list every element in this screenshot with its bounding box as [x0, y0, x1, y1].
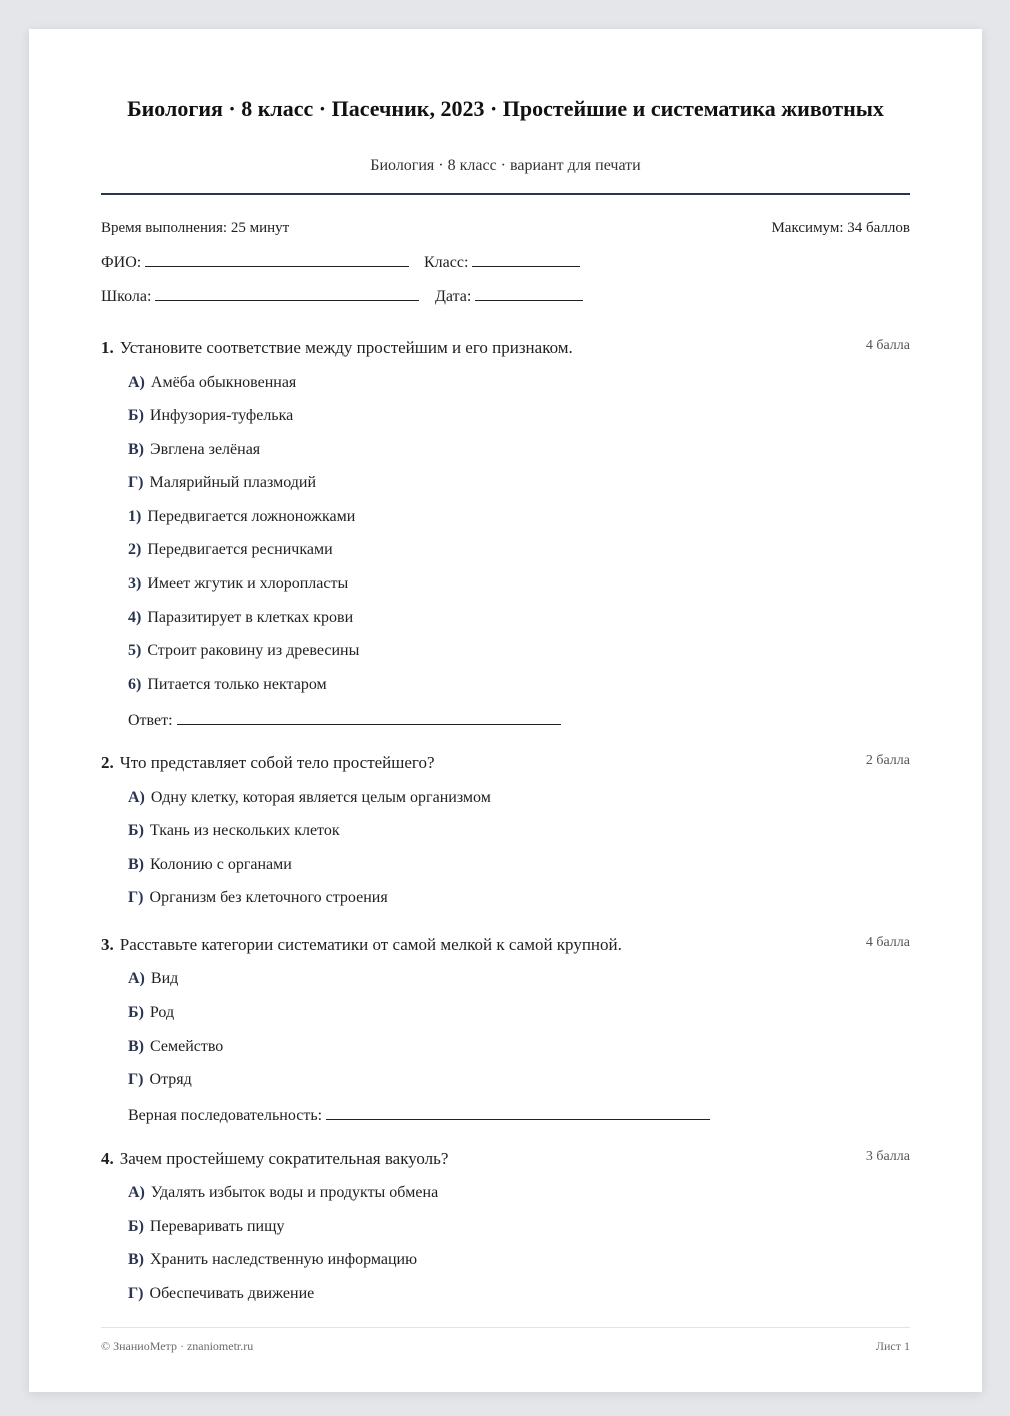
option-text: Вид: [150, 970, 179, 987]
option: [128, 970, 178, 988]
option-text: Эвглена зелёная: [150, 441, 261, 458]
option-text: Род: [149, 1004, 175, 1021]
class-label: Класс:: [424, 254, 469, 271]
question-number: 1.: [101, 338, 114, 357]
page-footer: [101, 1339, 910, 1354]
school-field[interactable]: [101, 286, 419, 306]
option: [128, 508, 355, 526]
date-field[interactable]: [435, 286, 583, 306]
option: [128, 575, 348, 593]
date-line[interactable]: [475, 286, 583, 301]
option-marker: В): [128, 1038, 144, 1055]
option-text: Организм без клеточного строения: [149, 889, 388, 906]
question-number: 4.: [101, 1149, 114, 1168]
question-text: Что представляет собой тело простейшего?: [119, 753, 435, 772]
option-text: Ткань из нескольких клеток: [149, 822, 340, 839]
answer-label: Верная последовательность:: [128, 1107, 323, 1124]
option-marker: 2): [128, 541, 142, 558]
question-points: 2 балла: [865, 753, 910, 768]
option-text: Передвигается ресничками: [147, 541, 333, 558]
answer-field[interactable]: [128, 710, 561, 730]
option-text: Строит раковину из древесины: [147, 642, 360, 659]
question-text: Зачем простейшему сократительная вакуоль?: [119, 1149, 449, 1168]
option: [128, 1038, 223, 1056]
option: [128, 1251, 417, 1269]
question-text: Установите соответствие между простейшим и его признаком.: [119, 338, 573, 357]
question-3: [101, 935, 910, 1124]
option-marker: 6): [128, 676, 142, 693]
footer-copyright: © ЗнаниоМетр · znaniometr.ru: [101, 1339, 254, 1353]
question-text: Расставьте категории систематики от самой мелкой к самой крупной.: [119, 935, 622, 954]
option-text: Амёба обыкновенная: [150, 374, 297, 391]
option-marker: Г): [128, 1071, 144, 1088]
page-number: Лист 1: [875, 1339, 910, 1353]
option-marker: Б): [128, 407, 144, 424]
answer-line[interactable]: [177, 710, 561, 725]
option-text: Инфузория-туфелька: [149, 407, 294, 424]
option: [128, 889, 388, 907]
question-2: [101, 753, 910, 906]
option-text: Питается только нектаром: [147, 676, 327, 693]
option: [128, 1004, 174, 1022]
option-marker: А): [128, 1184, 145, 1201]
option-marker: Б): [128, 1218, 144, 1235]
option-text: Обеспечивать движение: [149, 1285, 315, 1302]
answer-field[interactable]: [128, 1105, 710, 1125]
option: [128, 642, 359, 660]
option: [128, 407, 293, 425]
option: [128, 374, 296, 392]
option-text: Малярийный плазмодий: [149, 474, 316, 491]
option-marker: 1): [128, 508, 142, 525]
option-marker: А): [128, 970, 145, 987]
option-text: Одну клетку, которая является целым организмом: [150, 789, 491, 806]
option: [128, 856, 292, 874]
school-line[interactable]: [155, 286, 419, 301]
option-text: Передвигается ложноножками: [147, 508, 356, 525]
question-number: 3.: [101, 935, 114, 954]
option-marker: Б): [128, 1004, 144, 1021]
option-text: Переваривать пищу: [149, 1218, 285, 1235]
option-text: Колонию с органами: [150, 856, 292, 873]
option-text: Хранить наследственную информацию: [150, 1251, 418, 1268]
option-marker: Г): [128, 474, 144, 491]
time-limit: Время выполнения: 25 минут: [101, 220, 290, 236]
class-field[interactable]: [424, 252, 580, 272]
question-points: 4 балла: [865, 935, 910, 950]
question-header: [101, 935, 910, 957]
option-text: Отряд: [149, 1071, 192, 1088]
question-points: 4 балла: [865, 338, 910, 353]
fio-line[interactable]: [145, 252, 409, 267]
date-label: Дата:: [435, 288, 472, 305]
option-marker: В): [128, 856, 144, 873]
option: [128, 822, 340, 840]
question-number: 2.: [101, 753, 114, 772]
option-marker: 5): [128, 642, 142, 659]
option-marker: Б): [128, 822, 144, 839]
option-marker: Г): [128, 1285, 144, 1302]
option-text: Удалять избыток воды и продукты обмена: [150, 1184, 439, 1201]
option-marker: 3): [128, 575, 142, 592]
option: [128, 541, 333, 559]
option-marker: В): [128, 441, 144, 458]
page-title: Биология · 8 класс · Пасечник, 2023 · Простейшие и систематика животных: [127, 96, 884, 121]
meta-row: [101, 220, 910, 237]
option-text: Имеет жгутик и хлоропласты: [147, 575, 349, 592]
answer-label: Ответ:: [128, 712, 173, 729]
question-header: [101, 1149, 910, 1171]
option-text: Паразитирует в клетках крови: [147, 609, 354, 626]
option-marker: 4): [128, 609, 142, 626]
fio-label: ФИО:: [101, 254, 142, 271]
page-subtitle: Биология · 8 класс · вариант для печати: [370, 157, 641, 174]
option-marker: Г): [128, 889, 144, 906]
footer-divider: [101, 1327, 910, 1328]
question-1: [101, 338, 910, 729]
question-header: [101, 753, 910, 775]
option: [128, 1285, 314, 1303]
option: [128, 676, 327, 694]
option: [128, 474, 316, 492]
option: [128, 1184, 438, 1202]
header-divider: [101, 193, 910, 195]
option: [128, 1071, 192, 1089]
fio-field[interactable]: [101, 252, 409, 272]
question-4: [101, 1149, 910, 1302]
answer-line[interactable]: [326, 1105, 710, 1120]
question-points: 3 балла: [865, 1149, 910, 1164]
option: [128, 609, 353, 627]
question-header: [101, 338, 910, 360]
option-marker: А): [128, 374, 145, 391]
max-score: Максимум: 34 баллов: [771, 220, 910, 236]
option-marker: В): [128, 1251, 144, 1268]
option: [128, 789, 491, 807]
option-text: Семейство: [150, 1038, 224, 1055]
option-marker: А): [128, 789, 145, 806]
worksheet-page: [29, 29, 982, 1392]
option: [128, 441, 260, 459]
class-line[interactable]: [472, 252, 580, 267]
option: [128, 1218, 284, 1236]
school-label: Школа:: [101, 288, 152, 305]
